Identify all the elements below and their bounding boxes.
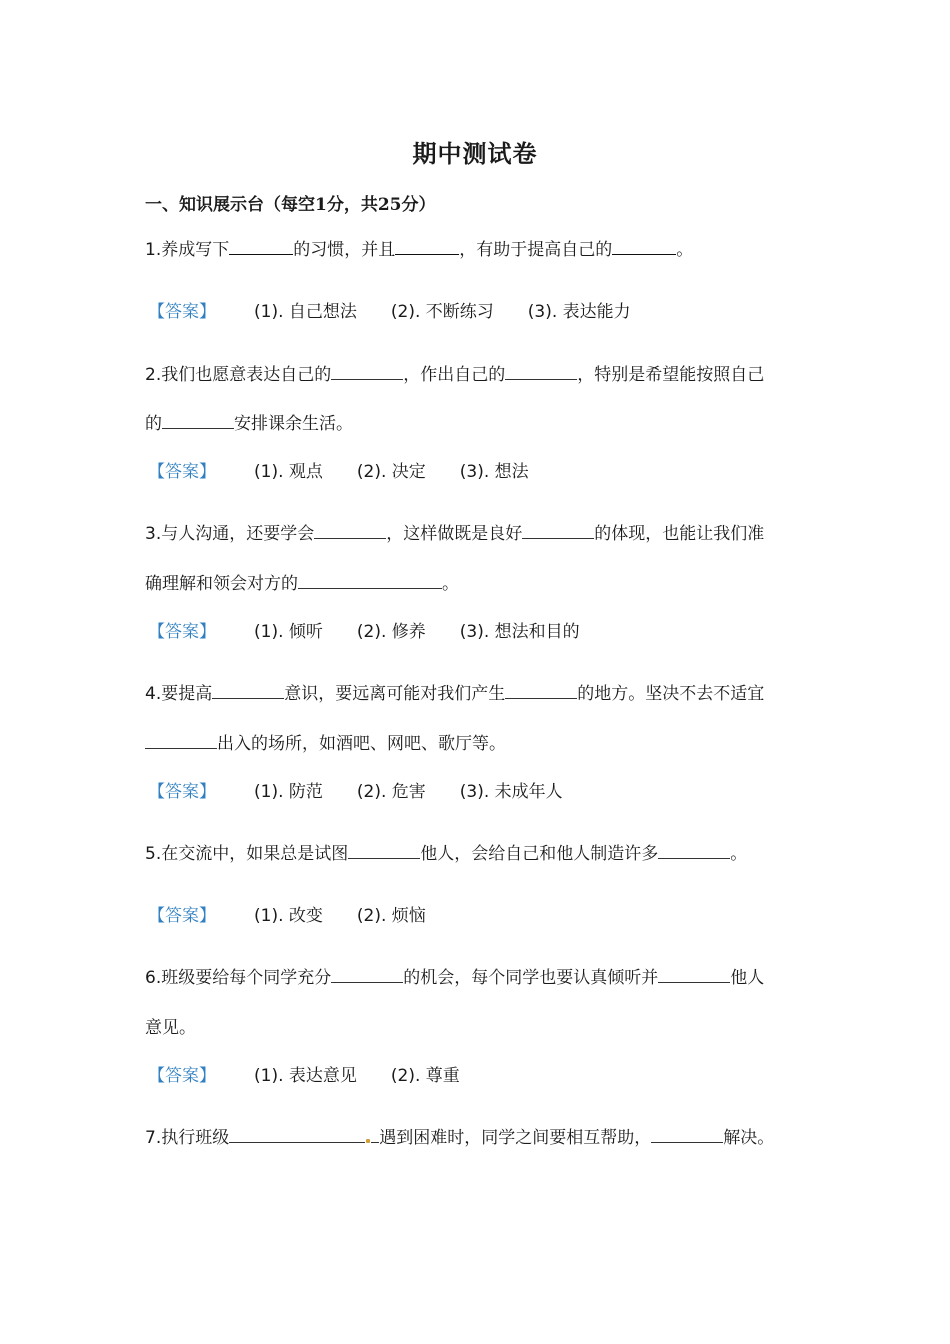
question-7: 7.执行班级 遇到困难时，同学之间要相互帮助， 解决。 bbox=[145, 1128, 775, 1148]
question-2-cont: 的 安排课余生活。 bbox=[145, 414, 353, 434]
question-6-cont: 意见。 bbox=[145, 1018, 196, 1038]
blank bbox=[658, 842, 730, 859]
blank bbox=[505, 682, 577, 699]
answer-6: 【答案】 (1). 表达意见 (2). 尊重 bbox=[148, 1066, 460, 1086]
blank bbox=[348, 842, 420, 859]
blank bbox=[229, 238, 293, 255]
answer-1: 【答案】 (1). 自己想法 (2). 不断练习 (3). 表达能力 bbox=[148, 302, 631, 322]
question-4-cont: 出入的场所，如酒吧、网吧、歌厅等。 bbox=[145, 732, 506, 756]
question-3-cont: 确理解和领会对方的 。 bbox=[145, 574, 459, 594]
blank bbox=[505, 363, 577, 380]
blank bbox=[229, 1126, 365, 1143]
question-1: 1.养成写下 的习惯，并且 ，有助于提高自己的 。 bbox=[145, 240, 694, 260]
question-5: 5.在交流中，如果总是试图 他人，会给自己和他人制造许多 。 bbox=[145, 844, 748, 864]
question-number: 3. bbox=[145, 524, 162, 544]
page-title: 期中测试卷 bbox=[412, 139, 538, 168]
blank bbox=[212, 682, 284, 699]
question-3: 3.与人沟通，还要学会 ，这样做既是良好 的体现，也能让我们准 bbox=[145, 524, 765, 544]
highlight-mark bbox=[366, 1139, 370, 1143]
blank bbox=[162, 412, 234, 429]
blank bbox=[314, 522, 386, 539]
answer-tag: 【答案】 bbox=[148, 302, 216, 322]
answer-tag: 【答案】 bbox=[148, 462, 216, 482]
answer-tag: 【答案】 bbox=[148, 906, 216, 926]
question-number: 4. bbox=[145, 684, 162, 704]
question-number: 5. bbox=[145, 844, 162, 864]
blank bbox=[658, 966, 730, 983]
blank bbox=[145, 732, 217, 749]
answer-tag: 【答案】 bbox=[148, 1066, 216, 1086]
question-4: 4.要提高 意识，要远离可能对我们产生 的地方。坚决不去不适宜 bbox=[145, 684, 765, 704]
question-number: 6. bbox=[145, 968, 162, 988]
answer-tag: 【答案】 bbox=[148, 622, 216, 642]
question-number: 7. bbox=[145, 1128, 162, 1148]
blank bbox=[522, 522, 594, 539]
blank bbox=[331, 363, 403, 380]
question-number: 2. bbox=[145, 365, 162, 385]
answer-tag: 【答案】 bbox=[148, 782, 216, 802]
question-number: 1. bbox=[145, 240, 162, 260]
answer-3: 【答案】 (1). 倾听 (2). 修养 (3). 想法和目的 bbox=[148, 622, 580, 642]
answer-4: 【答案】 (1). 防范 (2). 危害 (3). 未成年人 bbox=[148, 782, 563, 802]
answer-2: 【答案】 (1). 观点 (2). 决定 (3). 想法 bbox=[148, 462, 529, 482]
question-2: 2.我们也愿意表达自己的 ，作出自己的 ，特别是希望能按照自己 bbox=[145, 365, 765, 385]
blank bbox=[298, 572, 442, 589]
question-6: 6.班级要给每个同学充分 的机会，每个同学也要认真倾听并 他人 bbox=[145, 968, 765, 988]
blank bbox=[331, 966, 403, 983]
blank bbox=[395, 238, 459, 255]
answer-5: 【答案】 (1). 改变 (2). 烦恼 bbox=[148, 906, 426, 926]
blank bbox=[612, 238, 676, 255]
section-heading: 一、知识展示台（每空1分，共25分） bbox=[145, 195, 436, 215]
blank bbox=[651, 1126, 723, 1143]
